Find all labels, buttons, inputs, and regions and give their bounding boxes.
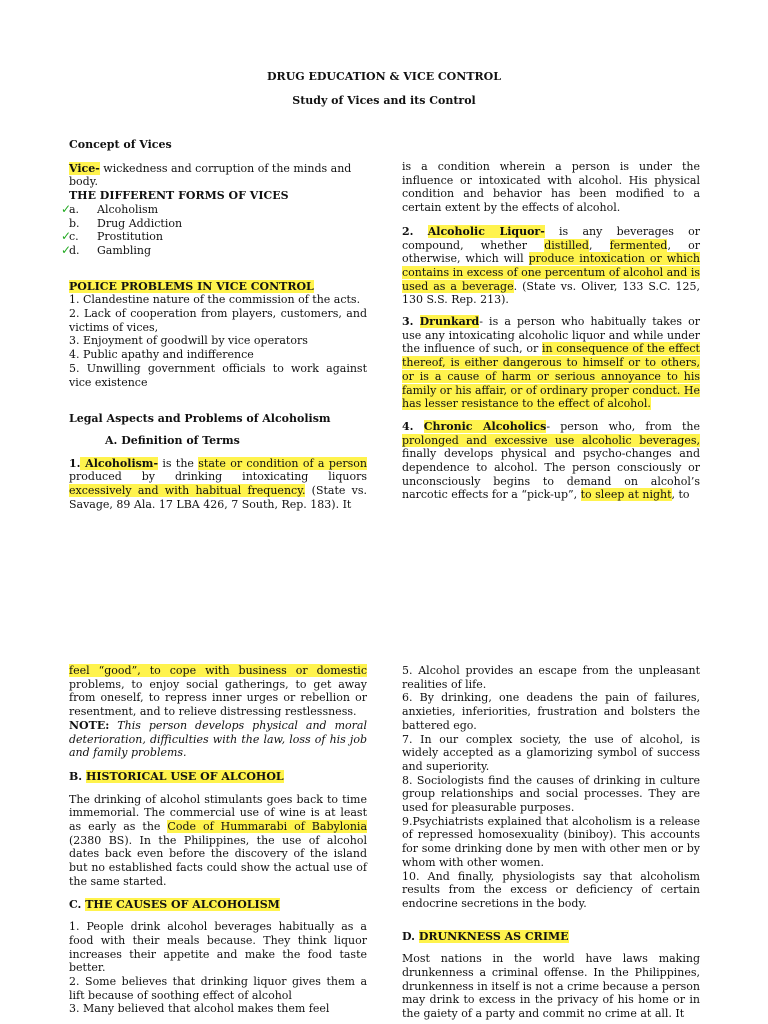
crime-paragraph: Most nations in the world have laws making drunkenness a criminal offense. In the Philippines, drunkenness in itself is not a crime because a person may drink to excess in the privacy of his home or in the gaiety of a party and commit no crime at all. It	[402, 952, 700, 1021]
document-title: DRUG EDUCATION & VICE CONTROL	[267, 70, 501, 83]
cause-item: 7. In our complex society, the use of alcohol, is widely accepted as a glamorizing symbol of success and superiority.	[402, 732, 700, 773]
list-item-text: Prostitution	[97, 230, 164, 244]
text-span: , to	[671, 488, 690, 502]
legal-heading: Legal Aspects and Problems of Alcoholism	[69, 412, 331, 426]
term-number: 2.	[402, 224, 414, 238]
list-item-label: a.	[69, 202, 80, 216]
chronic-continued	[69, 664, 367, 719]
highlighted-text: fermented	[609, 238, 668, 252]
term-number: 4.	[402, 419, 414, 433]
crime-heading	[402, 930, 700, 944]
list-item	[61, 242, 367, 258]
text-span: (State vs. Savage, 89 Ala. 17 LBA 426, 7 South, Rep. 183). It	[69, 484, 368, 511]
document-subtitle: Study of Vices and its Control	[292, 94, 476, 107]
text-span: The drinking of alcohol stimulants goes back to time immemorial. The commercial use of wine is at least as early as the	[69, 792, 367, 834]
highlighted-text: Code of Hummarabi of Babylonia	[167, 820, 368, 834]
police-item: 2. Lack of cooperation from players, customers, and victims of vices,	[69, 307, 367, 334]
section-title: HISTORICAL USE OF ALCOHOL	[85, 769, 284, 783]
text-span: - person who, from the	[546, 419, 700, 433]
drunkard-term: Drunkard	[419, 315, 480, 329]
text-span: - is a person who habitually takes or use any intoxicating alcoholic liquor and while under the influence of such, or	[402, 315, 700, 356]
cause-item: 5. Alcohol provides an escape from the unpleasant realities of life.	[402, 664, 700, 691]
section-prefix: C.	[69, 897, 86, 911]
alcoholism-term: Alcoholism-	[80, 456, 159, 470]
concept-heading: Concept of Vices	[69, 138, 172, 151]
checkmark-icon: ✓	[61, 201, 72, 216]
list-item	[61, 229, 367, 244]
list-item-label: d.	[69, 243, 80, 257]
historical-paragraph	[69, 793, 367, 889]
checkmark-icon: ✓	[61, 229, 72, 244]
chronic-alcoholics-term: Chronic Alcoholics	[423, 419, 547, 433]
cause-item: 3. Many believed that alcohol makes them feel	[69, 1002, 330, 1016]
highlighted-text: in consequence of the effect thereof, is either dangerous to himself or to others, or is a cause of harm or serious annoyance to his family or his affair, or of ordinary proper conduct. He has lesser resistance to the effect of alcohol.	[402, 342, 700, 411]
section-title: THE CAUSES OF ALCOHOLISM	[85, 897, 280, 911]
alcoholism-continued: is a condition wherein a person is under the influence or intoxicated with alcohol. His physical condition and behavior has been modified to a certain extent by the effects of alcohol.	[402, 160, 700, 215]
text-span: is the	[158, 456, 199, 470]
cause-item: 8. Sociologists find the causes of drinking in culture group relationships and social processes. They are used for pleasurable purposes.	[402, 773, 700, 815]
list-item	[69, 217, 367, 231]
highlighted-text: excessively and with habitual frequency.	[69, 484, 306, 498]
term-number: 1.	[69, 456, 81, 470]
causes-heading	[69, 898, 367, 912]
police-item: 5. Unwilling government officials to work against vice existence	[69, 361, 367, 389]
highlighted-text: state or condition of a person	[198, 456, 367, 470]
highlighted-text: to sleep at night	[580, 488, 672, 502]
text-span: (2380 BS). In the Philippines, the use of alcohol dates back even before the discovery of the island but no established facts could show the actual use of the same started.	[69, 833, 367, 888]
list-item	[61, 201, 367, 217]
definition-heading: A. Definition of Terms	[105, 433, 240, 447]
list-item-label: b.	[69, 216, 80, 230]
vice-def-text: wickedness and corruption of the minds and body.	[69, 161, 352, 189]
page2-right-column	[402, 664, 700, 1021]
vice-term: Vice-	[69, 161, 100, 175]
text-span: is any beverages or compound, whether	[402, 224, 700, 252]
text-span: finally develops physical and psycho-changes and dependence to alcohol. The person consciously or unconsciously begins to demand on alcohol’s narcotic effects for a “pick-up”,	[402, 447, 700, 502]
alcoholic-liquor-term: Alcoholic Liquor-	[427, 224, 545, 238]
highlighted-text: produce intoxication or which contains in excess of one percentum of alcohol and is used as a beverage	[402, 252, 700, 293]
police-heading: POLICE PROBLEMS IN VICE CONTROL	[69, 279, 314, 293]
police-item: 4. Public apathy and indifference	[69, 348, 254, 362]
section-prefix: D.	[402, 929, 419, 943]
list-item-text: Gambling	[97, 243, 151, 257]
historical-heading	[69, 770, 367, 784]
text-span: , or otherwise, which will	[402, 238, 700, 266]
highlighted-text: feel “good”, to cope with business or domestic	[69, 664, 367, 677]
police-item: 1. Clandestine nature of the commission of the acts.	[69, 293, 361, 307]
alcoholism-definition	[69, 457, 367, 512]
cause-item: 1. People drink alcohol beverages habitually as a food with their meals because. They think liquor increases their appetite and make the food taste better.	[69, 920, 367, 975]
section-title: DRUNKNESS AS CRIME	[418, 929, 569, 943]
highlighted-text: distilled	[544, 238, 589, 252]
checkmark-icon: ✓	[61, 242, 72, 257]
text-span: produced by drinking intoxicating liquors	[69, 470, 367, 484]
chronic-alcoholics-definition	[402, 420, 700, 502]
drunkard-definition	[402, 315, 700, 411]
cause-item: 2. Some believes that drinking liquor gives them a lift because of soothing effect of alcohol	[69, 975, 367, 1002]
text-span: problems, to enjoy social gatherings, to get away from oneself, to repress inner urges or rebellion or resentment, and to relieve distressing restlessness.	[69, 677, 367, 719]
page2-left-column	[69, 664, 367, 1016]
note-text: This person develops physical and moral deterioration, difficulties with the law, loss of his job and family problems.	[69, 718, 367, 760]
cause-item: 9.Psychiatrists explained that alcoholism is a release of repressed homosexuality (biniboy). This accounts for some drinking done by men with other men or by whom with other women.	[402, 814, 700, 869]
note-label: NOTE:	[69, 718, 110, 732]
alcoholic-liquor-definition	[402, 225, 700, 307]
term-number: 3.	[402, 315, 414, 329]
note-paragraph	[69, 719, 367, 760]
text-span: ,	[588, 238, 610, 252]
police-item: 3. Enjoyment of goodwill by vice operators	[69, 334, 308, 348]
page1-right-column	[402, 160, 700, 502]
cause-item: 10. And finally, physiologists say that alcoholism results from the excess or deficiency of certain endocrine secretions in the body.	[402, 869, 700, 910]
list-item-label: c.	[69, 230, 79, 244]
list-item-text: Drug Addiction	[97, 216, 183, 230]
forms-list	[61, 201, 367, 258]
highlighted-text: prolonged and excessive use alcoholic beverages,	[402, 433, 700, 447]
vice-definition	[69, 162, 367, 189]
list-item-text: Alcoholism	[97, 202, 159, 216]
page1-left-column	[61, 138, 368, 511]
forms-heading: THE DIFFERENT FORMS OF VICES	[69, 189, 289, 203]
section-prefix: B.	[69, 769, 86, 783]
text-span: . (State vs. Oliver, 133 S.C. 125, 130 S.S. Rep. 213).	[402, 279, 700, 307]
cause-item: 6. By drinking, one deadens the pain of failures, anxieties, inferiorities, frustration and bolsters the battered ego.	[402, 691, 700, 732]
